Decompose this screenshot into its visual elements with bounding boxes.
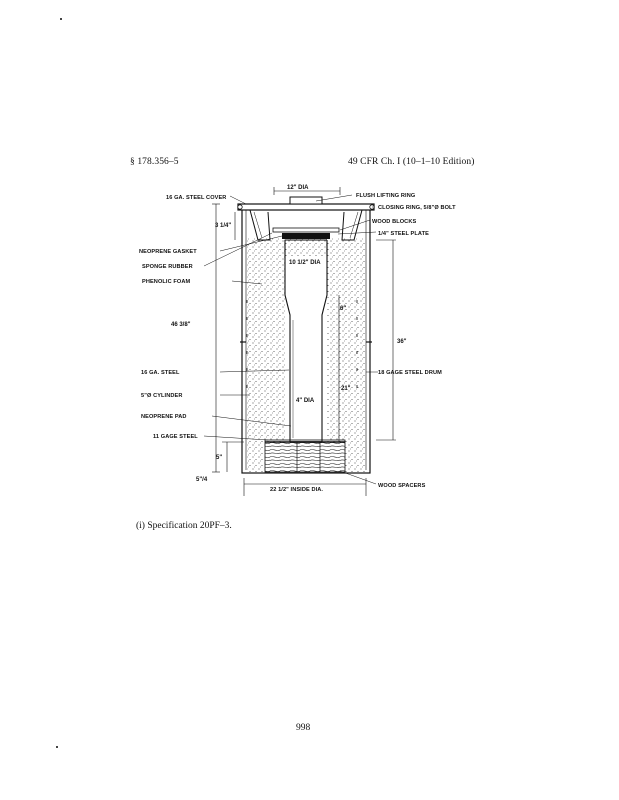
bottom-wood-spacers xyxy=(247,440,365,472)
phenolic-foam-fill xyxy=(247,238,365,442)
label-steel-plate: 1/4" STEEL PLATE xyxy=(378,231,429,237)
label-steel-cover: 16 GA. STEEL COVER xyxy=(166,195,227,201)
section-number: § 178.356–5 xyxy=(130,157,179,167)
lid-assembly xyxy=(238,197,374,240)
inner-cylinder xyxy=(285,240,327,442)
label-6: 6" xyxy=(340,306,347,312)
label-wood-blocks: WOOD BLOCKS xyxy=(372,219,417,225)
label-46: 46 3/8" xyxy=(171,322,191,328)
label-16-ga-steel: 16 GA. STEEL xyxy=(141,370,180,376)
label-neoprene-pad: NEOPRENE PAD xyxy=(141,414,187,420)
cfr-edition: 49 CFR Ch. I (10–1–10 Edition) xyxy=(348,157,475,167)
label-wood-spacers: WOOD SPACERS xyxy=(378,483,426,489)
label-inside-dia: 22 1/2" INSIDE DIA. xyxy=(270,487,324,493)
label-10-dia: 10 1/2" DIA xyxy=(289,260,321,266)
label-11-gage: 11 GAGE STEEL xyxy=(153,434,198,440)
label-steel-drum: 18 GAGE STEEL DRUM xyxy=(378,370,442,376)
label-closing-ring: CLOSING RING, 5/8"Ø BOLT xyxy=(378,205,456,211)
label-cylinder: 5"Ø CYLINDER xyxy=(141,393,183,399)
label-12-dia: 12" DIA xyxy=(287,185,309,191)
label-neoprene-gasket: NEOPRENE GASKET xyxy=(139,249,197,255)
label-21: 21" xyxy=(341,386,351,392)
label-4-dia: 4" DIA xyxy=(296,398,315,404)
label-phenolic-foam: PHENOLIC FOAM xyxy=(142,279,191,285)
label-5: 5" xyxy=(216,455,223,461)
label-sponge-rubber: SPONGE RUBBER xyxy=(142,264,193,270)
label-flush-ring: FLUSH LIFTING RING xyxy=(356,193,416,199)
figure-caption: (i) Specification 20PF–3. xyxy=(136,521,232,531)
label-36: 36" xyxy=(397,339,407,345)
label-5-4: 5"/4 xyxy=(196,477,208,483)
page-number: 998 xyxy=(296,723,311,733)
label-3: 3 1/4" xyxy=(215,223,232,229)
